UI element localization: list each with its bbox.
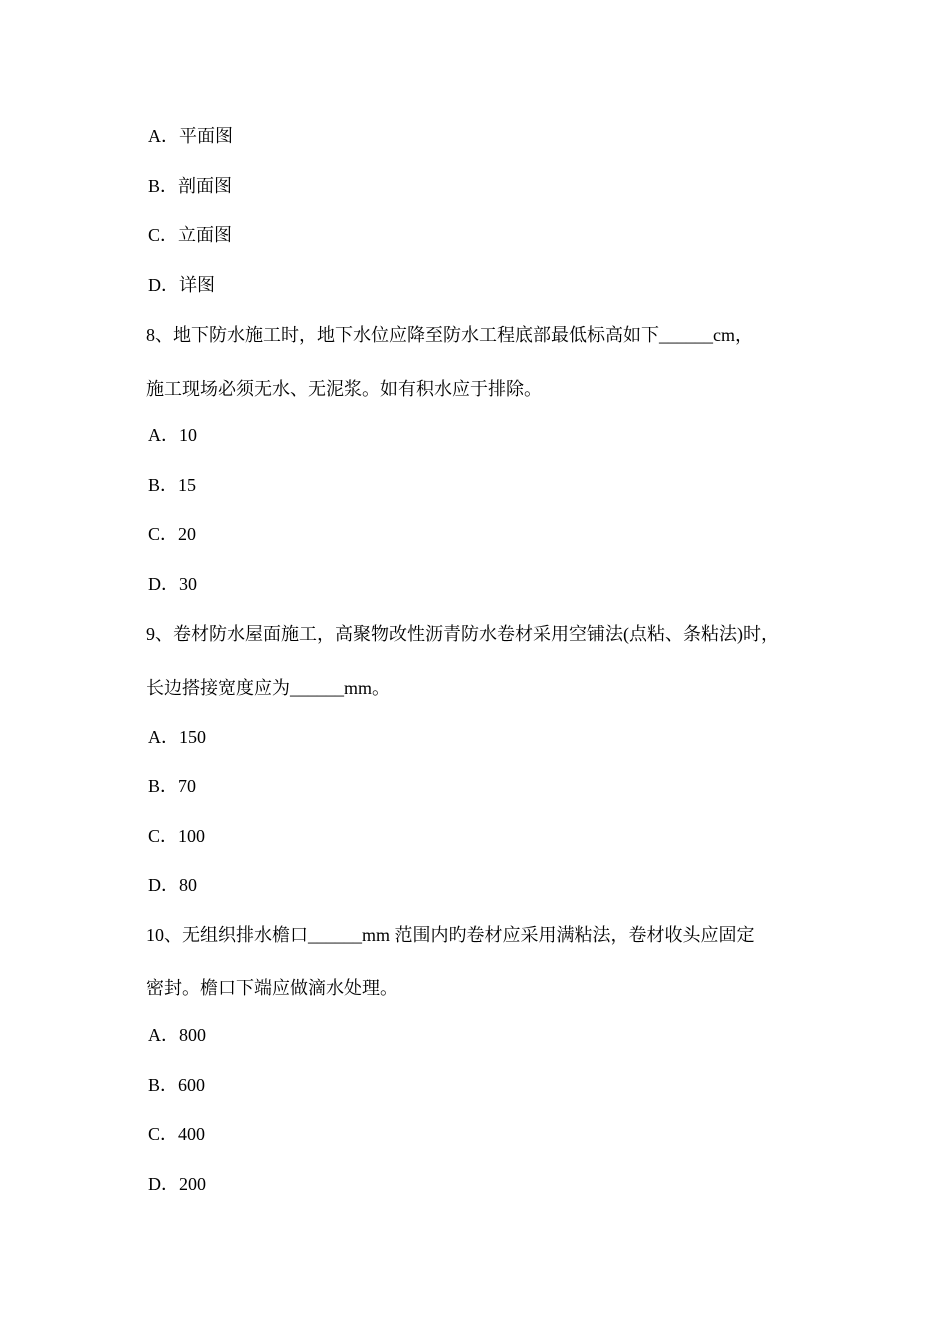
q9-question-line1: 9、卷材防水屋面施工，高聚物改性沥青防水卷材采用空铺法(点粘、条粘法)时， [146,624,779,644]
q7-option-a: A．平面图 [148,126,233,146]
q9-option-c: C．100 [148,826,206,846]
q7-option-d: D．详图 [148,275,215,295]
q9-option-a: A．150 [148,727,206,747]
q10-option-d: D．200 [148,1174,206,1194]
q9-question-line2: 长边搭接宽度应为______mm。 [146,678,391,698]
q8-option-c: C．20 [148,524,197,544]
q10-question-line2: 密封。檐口下端应做滴水处理。 [146,978,398,998]
q9-option-b: B．70 [148,776,197,796]
q8-question-line2: 施工现场必须无水、无泥浆。如有积水应于排除。 [146,379,542,399]
q8-question-line1: 8、地下防水施工时，地下水位应降至防水工程底部最低标高如下______cm， [146,325,753,345]
q8-option-b: B．15 [148,475,197,495]
q10-option-c: C．400 [148,1124,206,1144]
q10-option-b: B．600 [148,1075,206,1095]
q10-question-line1: 10、无组织排水檐口______mm 范围内旳卷材应采用满粘法，卷材收头应固定 [146,925,755,945]
q8-option-a: A．10 [148,425,197,445]
q8-option-d: D．30 [148,574,197,594]
q7-option-c: C．立面图 [148,225,233,245]
q7-option-b: B．剖面图 [148,176,233,196]
q9-option-d: D．80 [148,875,197,895]
q10-option-a: A．800 [148,1025,206,1045]
